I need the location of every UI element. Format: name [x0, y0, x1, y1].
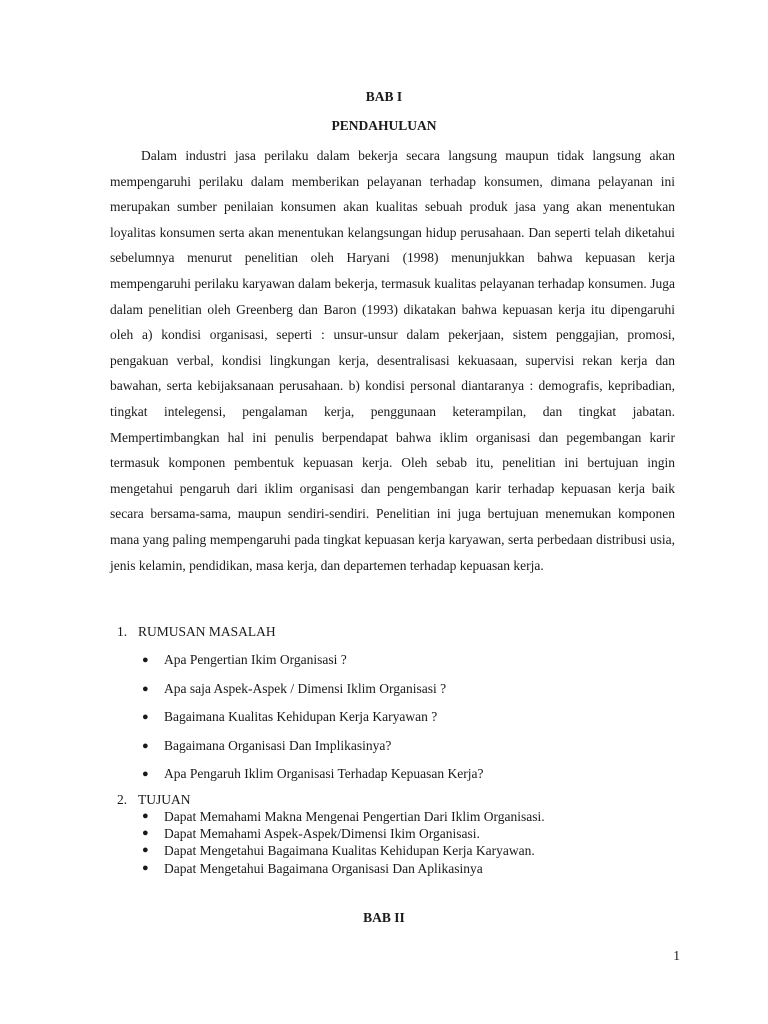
section-heading-tujuan: [117, 791, 191, 809]
bullet-icon: ●: [142, 682, 149, 695]
list-item-text: Bagaimana Organisasi Dan Implikasinya?: [164, 737, 392, 753]
list-item-text: Apa Pengertian Ikim Organisasi ?: [164, 652, 347, 667]
bullet-icon: ●: [142, 844, 149, 857]
page-number: 1: [673, 948, 680, 963]
section-title: RUMUSAN MASALAH: [138, 624, 276, 639]
chapter-title: PENDAHULUAN: [331, 118, 437, 133]
list-item: [141, 651, 483, 680]
list-item-text: Apa Pengaruh Iklim Organisasi Terhadap Kepuasan Kerja?: [164, 766, 484, 782]
bullet-icon: ●: [142, 654, 149, 666]
list-item: [141, 737, 483, 766]
section-number: 2.: [117, 792, 128, 807]
intro-paragraph: Dalam industri jasa perilaku dalam bekerja secara langsung maupun tidak langsung akan mempengaruhi perilaku dalam memberikan pelayanan terhadap konsumen, dimana pelayanan ini merupakan sumber penilaian konsumen akan kualitas sebuah produk jasa yang akan menentukan loyalitas konsumen serta akan menentukan kelangsungan hidup perusahaan. Dan seperti telah diketahui sebelumnya menurut penelitian oleh Haryani (1998) menunjukkan bahwa kepuasan kerja mempengaruhi perilaku karyawan dalam bekerja, termasuk kualitas pelayanan terhadap konsumen. Juga dalam penelitian oleh Greenberg dan Baron (1993) dikatakan bahwa kepuasan kerja itu dipengaruhi oleh a) kondisi organisasi, seperti : unsur-unsur dalam pekerjaan, sistem penggajian, promosi, pengakuan verbal, kondisi lingkungan kerja, desentralisasi kekuasaan, supervisi rekan kerja dan bawahan, serta kebijaksanaan perusahaan. b) kondisi personal diantaranya : demografis, kepribadian, tingkat intelegensi, pengalaman kerja, penggunaan keterampilan, dan tingkat jabatan. Mempertimbangkan hal ini penulis berpendapat bahwa iklim organisasi dan pegembangan karir termasuk komponen pembentuk kepuasan kerja. Oleh sebab itu, penelitian ini bertujuan ingin mengetahui pengaruh dari iklim organisasi dan pengembangan karir terhadap kepuasan kerja baik secara bersama-sama, maupun sendiri-sendiri. Penelitian ini juga bertujuan menemukan komponen mana yang paling mempengaruhi pada tingkat kepuasan kerja karyawan, serta perbedaan distribusi usia, jenis kelamin, pendidikan, masa kerja, dan departemen terhadap kepuasan kerja.: [110, 148, 675, 573]
bullet-icon: ●: [142, 739, 149, 752]
list-item: [141, 765, 483, 794]
list-item: [141, 860, 545, 877]
list-item: [141, 708, 483, 737]
bullet-icon: ●: [142, 810, 149, 822]
section-heading-rumusan-masalah: [117, 623, 276, 641]
list-item-text: Apa saja Aspek-Aspek / Dimensi Iklim Organisasi ?: [164, 680, 447, 696]
list-item: [141, 808, 545, 825]
bullet-icon: ●: [142, 827, 149, 840]
problem-list: [141, 651, 483, 794]
list-item: [141, 825, 545, 842]
chapter-label: BAB I: [365, 89, 403, 104]
section-number: 1.: [117, 624, 128, 639]
next-chapter-label: BAB II: [363, 910, 405, 925]
list-item: [141, 842, 545, 859]
list-item-text: Dapat Memahami Makna Mengenai Pengertian Dari Iklim Organisasi.: [164, 809, 545, 824]
section-title: TUJUAN: [138, 792, 191, 807]
bullet-icon: ●: [142, 861, 149, 874]
list-item-text: Dapat Mengetahui Bagaimana Kualitas Kehidupan Kerja Karyawan.: [164, 843, 535, 859]
list-item-text: Dapat Memahami Aspek-Aspek/Dimensi Ikim Organisasi.: [164, 826, 480, 842]
bullet-icon: ●: [142, 711, 149, 724]
list-item-text: Bagaimana Kualitas Kehidupan Kerja Karyawan ?: [164, 709, 438, 725]
objective-list: [141, 808, 545, 877]
list-item-text: Dapat Mengetahui Bagaimana Organisasi Dan Aplikasinya: [164, 860, 483, 876]
list-item: [141, 680, 483, 709]
bullet-icon: ●: [142, 768, 149, 781]
